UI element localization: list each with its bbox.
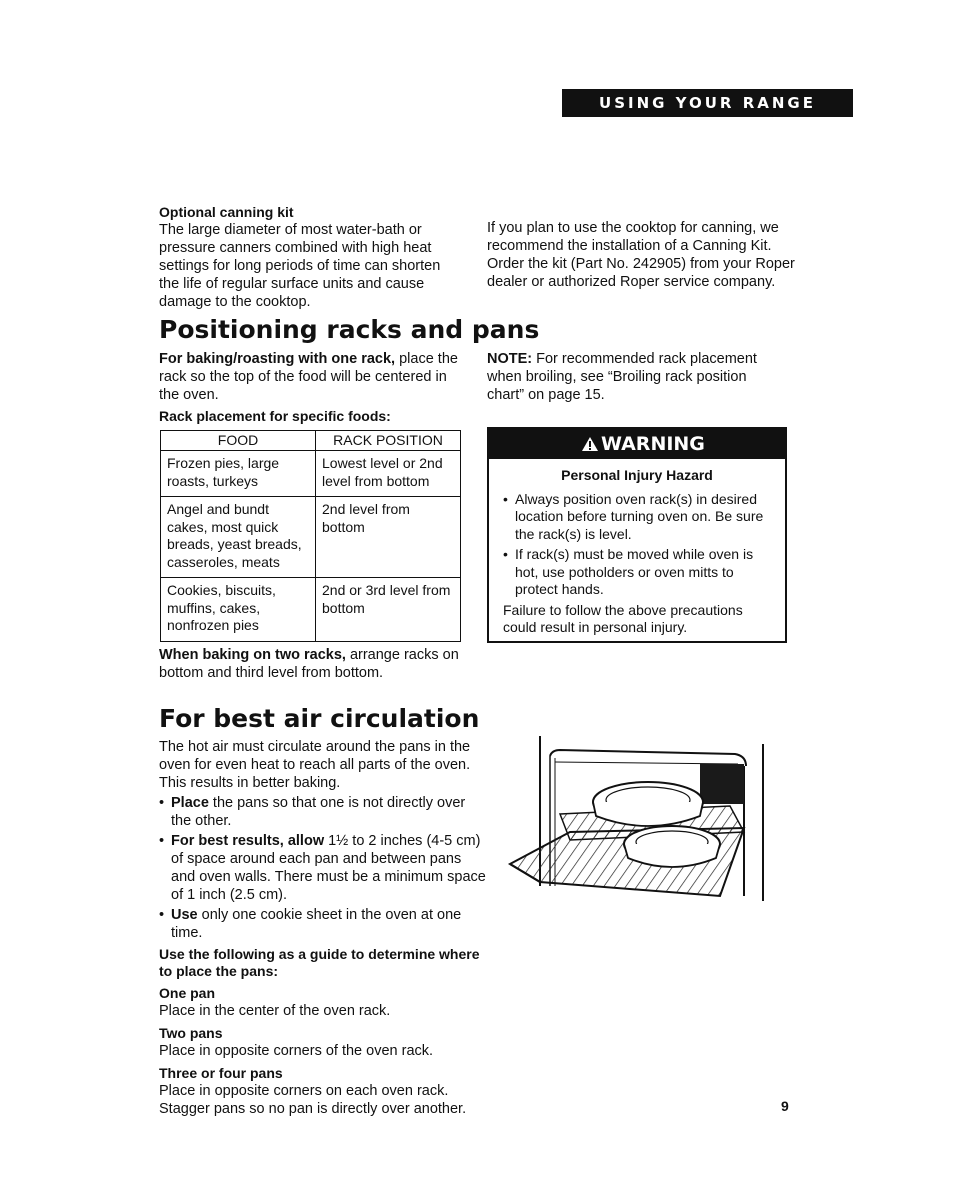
list-item xyxy=(159,794,489,830)
list-item xyxy=(159,832,489,904)
air-bullet-bold: For best results, allow xyxy=(171,833,325,849)
table-header-food: FOOD xyxy=(161,431,316,451)
warning-bullet-text: If rack(s) must be moved while oven is hot, use potholders or oven mitts to protect hands. xyxy=(515,546,754,597)
canning-heading: Optional canning kit xyxy=(159,204,294,220)
racks-intro-bold: For baking/roasting with one rack, xyxy=(159,351,396,367)
warning-list xyxy=(503,491,771,599)
table-row xyxy=(161,451,461,497)
list-item xyxy=(503,491,771,544)
one-pan-text: Place in the center of the oven rack. xyxy=(159,1003,391,1019)
bullet-icon: • xyxy=(503,490,508,507)
air-title: For best air circulation xyxy=(159,704,480,733)
table-cell-position: 2nd level from bottom xyxy=(316,497,461,578)
list-item xyxy=(159,906,489,942)
canning-right xyxy=(487,219,797,291)
bullet-icon: • xyxy=(159,795,165,811)
table-header-rack-position: RACK POSITION xyxy=(316,431,461,451)
two-pans-text: Place in opposite corners of the oven rack. xyxy=(159,1043,434,1059)
warning-box xyxy=(487,427,787,643)
two-racks-rest: arrange racks on bottom and third level from bottom. xyxy=(159,647,459,681)
section-banner: USING YOUR RANGE xyxy=(562,89,853,117)
air-intro: The hot air must circulate around the pans in the oven for even heat to reach all parts of the oven. This results in better baking. xyxy=(159,739,471,791)
page-number: 9 xyxy=(781,1098,789,1114)
air-section xyxy=(159,738,489,1118)
canning-left-text: The large diameter of most water-bath or pressure canners combined with high heat settings for long periods of time can shorten the life of regular surface units and cause damage to the cooktop. xyxy=(159,222,441,310)
bullet-icon: • xyxy=(503,546,508,562)
air-bullet-bold: Use xyxy=(171,907,198,923)
list-item xyxy=(503,546,771,599)
warning-hazard: Personal Injury Hazard xyxy=(561,467,713,483)
one-pan-title: One pan xyxy=(159,985,216,1001)
oven-rack-illustration xyxy=(500,736,770,902)
table-cell-food: Frozen pies, large roasts, turkeys xyxy=(161,451,316,497)
racks-title: Positioning racks and pans xyxy=(159,315,540,344)
warning-content xyxy=(489,459,785,637)
warning-footer: Failure to follow the above precautions could result in personal injury. xyxy=(503,601,743,635)
table-cell-food: Cookies, biscuits, muffins, cakes, nonfrozen pies xyxy=(161,578,316,642)
two-pans-title: Two pans xyxy=(159,1025,223,1041)
air-guide: Use the following as a guide to determine where to place the pans: xyxy=(159,946,480,979)
rack-placement-table xyxy=(160,430,461,642)
three-pans-text: Place in opposite corners on each oven rack. Stagger pans so no pan is directly over another. xyxy=(159,1083,467,1117)
warning-triangle-icon xyxy=(581,431,599,461)
air-bullet-text: only one cookie sheet in the oven at one time. xyxy=(171,907,462,941)
racks-note xyxy=(487,350,787,404)
air-bullet-text: 1½ to 2 inches (4-5 cm) of space around each pan and between pans and oven walls. There must be a minimum space of 1 inch (2.5 cm). xyxy=(171,833,486,903)
table-cell-food: Angel and bundt cakes, most quick breads, yeast breads, casseroles, meats xyxy=(161,497,316,578)
warning-bullet-text: Always position oven rack(s) in desired location before turning oven on. Be sure the rack(s) is level. xyxy=(515,490,764,542)
air-bullet-text: the pans so that one is not directly over the other. xyxy=(171,795,466,829)
canning-left xyxy=(159,204,464,311)
table-cell-position: 2nd or 3rd level from bottom xyxy=(316,578,461,642)
warning-header xyxy=(489,429,785,459)
racks-intro-rest: place the rack so the top of the food will be centered in the oven. xyxy=(159,351,458,403)
table-cell-position: Lowest level or 2nd level from bottom xyxy=(316,451,461,497)
table-row xyxy=(161,497,461,578)
warning-label: WARNING xyxy=(601,433,705,455)
racks-note-bold: NOTE: xyxy=(487,351,533,367)
bullet-icon: • xyxy=(159,833,165,849)
air-bullet-bold: Place xyxy=(171,795,209,811)
two-racks-text xyxy=(159,646,459,682)
racks-intro xyxy=(159,350,459,404)
air-list xyxy=(159,794,489,942)
two-racks-bold: When baking on two racks, xyxy=(159,647,346,663)
canning-right-text: If you plan to use the cooktop for canning, we recommend the installation of a Canning Kit. Order the kit (Part No. 242905) from your Roper dealer or authorized Roper service company. xyxy=(487,220,795,290)
rack-table-caption: Rack placement for specific foods: xyxy=(159,408,391,424)
racks-note-rest: For recommended rack placement when broiling, see “Broiling rack position chart” on page 15. xyxy=(487,351,757,403)
bullet-icon: • xyxy=(159,907,165,923)
three-pans-title: Three or four pans xyxy=(159,1065,283,1081)
table-header-row xyxy=(161,431,461,451)
table-row xyxy=(161,578,461,642)
